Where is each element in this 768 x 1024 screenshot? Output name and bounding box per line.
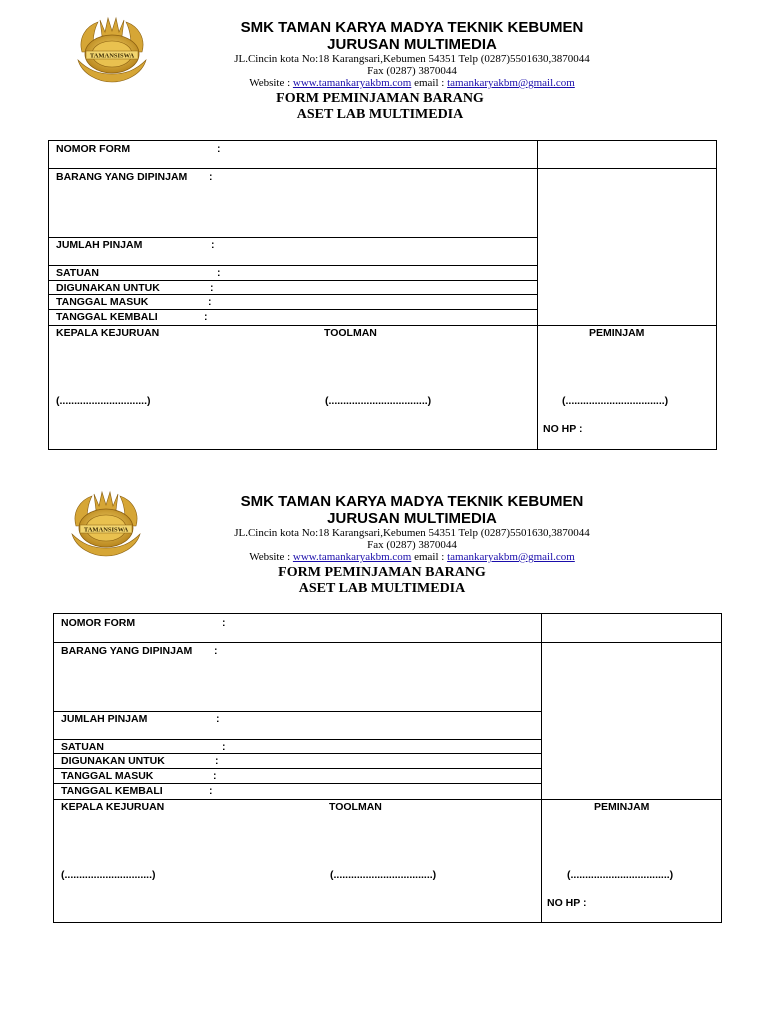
row-divider: [54, 799, 722, 800]
loan-table: [53, 613, 722, 923]
school-logo: [72, 16, 152, 84]
form-title: [172, 565, 592, 597]
row-divider: [54, 739, 541, 740]
barang-label: BARANG YANG DIPINJAM: [61, 645, 193, 657]
peminjam-label: PEMINJAM: [589, 327, 645, 339]
column-divider: [541, 614, 542, 922]
department-name: JURUSAN MULTIMEDIA: [327, 510, 497, 527]
colon: :: [213, 770, 217, 782]
column-divider: [537, 141, 538, 449]
department-name: JURUSAN MULTIMEDIA: [327, 36, 497, 53]
form-title: [170, 91, 590, 123]
email-link[interactable]: tamankaryakbm@gmail.com: [447, 551, 575, 563]
colon: :: [209, 171, 213, 183]
tanggal-kembali-label: TANGGAL KEMBALI: [61, 785, 163, 797]
svg-text:TAMANSISWA: TAMANSISWA: [83, 526, 129, 534]
row-divider: [54, 711, 541, 712]
row-divider: [49, 309, 537, 310]
website-link[interactable]: www.tamankaryakbm.com: [292, 551, 412, 563]
colon: :: [208, 296, 212, 308]
toolman-label: TOOLMAN: [329, 801, 382, 813]
tanggal-masuk-label: TANGGAL MASUK: [61, 770, 154, 782]
svg-text:TAMANSISWA: TAMANSISWA: [89, 52, 135, 60]
school-fax: Fax (0287) 3870044: [367, 539, 457, 551]
no-hp-label: NO HP :: [543, 423, 583, 435]
kepala-kejuruan-label: KEPALA KEJURUAN: [61, 801, 165, 813]
jumlah-label: JUMLAH PINJAM: [56, 239, 143, 251]
letterhead: [202, 19, 622, 89]
row-divider: [49, 325, 717, 326]
email-label: email :: [411, 551, 448, 563]
colon: :: [204, 311, 208, 323]
toolman-label: TOOLMAN: [324, 327, 377, 339]
row-divider: [54, 783, 541, 784]
row-divider: [49, 280, 537, 281]
row-divider: [49, 294, 537, 295]
loan-form-1: [0, 0, 768, 474]
peminjam-signature-line: (..................................): [567, 869, 674, 881]
nomor-form-label: NOMOR FORM: [56, 143, 131, 155]
row-divider: [49, 237, 537, 238]
email-label: email :: [411, 77, 448, 89]
school-fax: Fax (0287) 3870044: [367, 65, 457, 77]
school-name: SMK TAMAN KARYA MADYA TEKNIK KEBUMEN: [240, 493, 584, 510]
tanggal-kembali-label: TANGGAL KEMBALI: [56, 311, 158, 323]
colon: :: [222, 741, 226, 753]
loan-form-2: [0, 474, 768, 948]
colon: :: [217, 143, 221, 155]
form-title-line2: ASET LAB MULTIMEDIA: [296, 107, 464, 122]
row-divider: [54, 768, 541, 769]
colon: :: [214, 645, 218, 657]
loan-table: [48, 140, 717, 450]
row-divider: [54, 753, 541, 754]
form-title-line1: FORM PEMINJAMAN BARANG: [276, 91, 484, 106]
email-link[interactable]: tamankaryakbm@gmail.com: [447, 77, 575, 89]
digunakan-label: DIGUNAKAN UNTUK: [61, 755, 165, 767]
peminjam-label: PEMINJAM: [594, 801, 650, 813]
satuan-label: SATUAN: [61, 741, 104, 753]
school-address: JL.Cincin kota No:18 Karangsari,Kebumen 54351 Telp (0287)5501630,3870044: [234, 527, 590, 539]
colon: :: [209, 785, 213, 797]
kepala-signature-line: (..............................): [56, 395, 151, 407]
row-divider: [49, 168, 537, 169]
barang-label: BARANG YANG DIPINJAM: [56, 171, 188, 183]
website-label: Website :: [249, 77, 293, 89]
jumlah-label: JUMLAH PINJAM: [61, 713, 148, 725]
colon: :: [222, 617, 226, 629]
contact-line: [202, 551, 622, 563]
row-divider: [537, 168, 717, 169]
school-logo: [66, 490, 146, 558]
tanggal-masuk-label: TANGGAL MASUK: [56, 296, 149, 308]
colon: :: [211, 239, 215, 251]
peminjam-signature-line: (..................................): [562, 395, 669, 407]
row-divider: [541, 642, 722, 643]
school-name: SMK TAMAN KARYA MADYA TEKNIK KEBUMEN: [240, 19, 584, 36]
colon: :: [217, 267, 221, 279]
digunakan-label: DIGUNAKAN UNTUK: [56, 282, 160, 294]
colon: :: [216, 713, 220, 725]
website-link[interactable]: www.tamankaryakbm.com: [292, 77, 412, 89]
form-title-line2: ASET LAB MULTIMEDIA: [298, 581, 466, 596]
toolman-signature-line: (..................................): [325, 395, 432, 407]
toolman-signature-line: (..................................): [330, 869, 437, 881]
satuan-label: SATUAN: [56, 267, 99, 279]
kepala-kejuruan-label: KEPALA KEJURUAN: [56, 327, 160, 339]
colon: :: [210, 282, 214, 294]
school-address: JL.Cincin kota No:18 Karangsari,Kebumen 54351 Telp (0287)5501630,3870044: [234, 53, 590, 65]
no-hp-label: NO HP :: [547, 897, 587, 909]
colon: :: [215, 755, 219, 767]
kepala-signature-line: (..............................): [61, 869, 156, 881]
row-divider: [54, 642, 541, 643]
contact-line: [202, 77, 622, 89]
row-divider: [49, 265, 537, 266]
letterhead: [202, 493, 622, 563]
website-label: Website :: [249, 551, 293, 563]
form-title-line1: FORM PEMINJAMAN BARANG: [278, 565, 486, 580]
nomor-form-label: NOMOR FORM: [61, 617, 136, 629]
